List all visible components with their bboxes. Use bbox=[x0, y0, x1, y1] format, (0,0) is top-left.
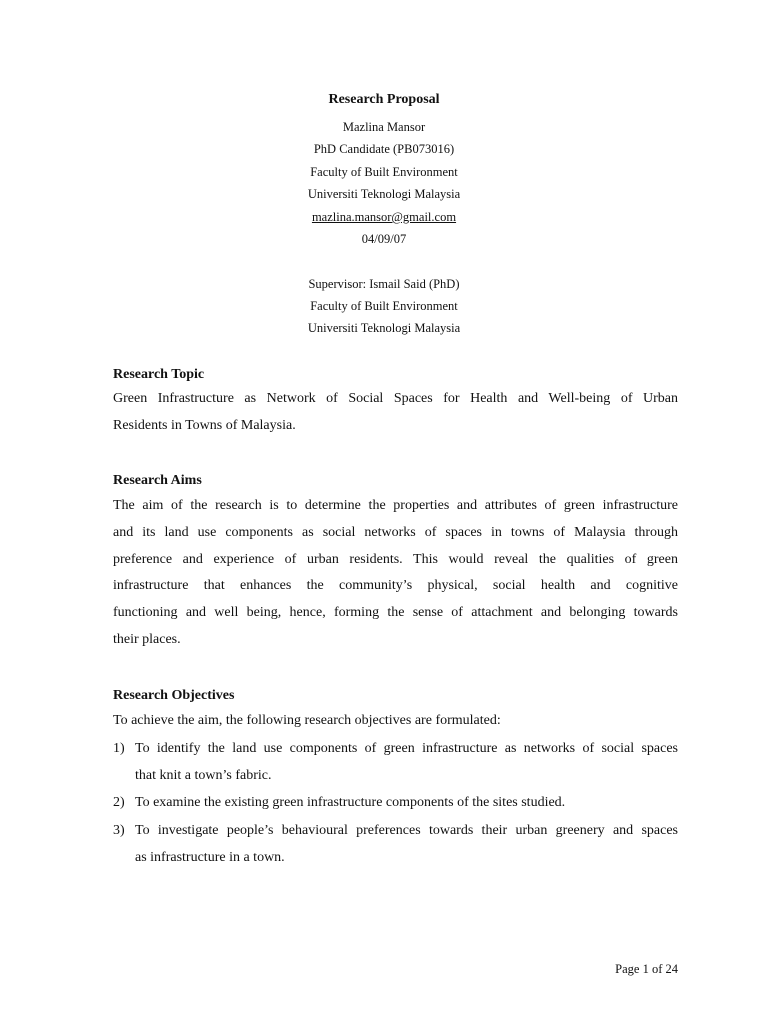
supervisor-name: Supervisor: Ismail Said (PhD) bbox=[308, 277, 460, 291]
author-email-link[interactable]: mazlina.mansor@gmail.com bbox=[311, 210, 457, 224]
list-item-number: 1) bbox=[113, 741, 125, 756]
aims-line: infrastructure that enhances the community’s physical, social health and cognitive bbox=[113, 578, 678, 594]
objectives-list bbox=[113, 735, 678, 871]
topic-line: Residents in Towns of Malaysia. bbox=[113, 417, 296, 433]
aims-paragraph bbox=[113, 493, 678, 654]
aims-line: preference and experience of urban residents. This would reveal the qualities of green bbox=[113, 551, 678, 567]
topic-heading: Research Topic bbox=[113, 367, 205, 382]
aims-line: The aim of the research is to determine the properties and attributes of green infrastructure bbox=[113, 498, 678, 513]
topic-line: Green Infrastructure as Network of Social Spaces for Health and Well-being of Urban bbox=[113, 391, 678, 406]
aims-line: and its land use components as social networks of spaces in towns of Malaysia through bbox=[113, 524, 678, 540]
supervisor-university: Universiti Teknologi Malaysia bbox=[307, 321, 461, 335]
supervisor-faculty: Faculty of Built Environment bbox=[310, 299, 458, 313]
university-name: Universiti Teknologi Malaysia bbox=[307, 187, 461, 201]
page-number: Page 1 of 24 bbox=[615, 962, 678, 976]
author-name: Mazlina Mansor bbox=[342, 120, 426, 134]
document-title: Research Proposal bbox=[328, 92, 440, 107]
topic-paragraph bbox=[113, 386, 678, 440]
objectives-heading: Research Objectives bbox=[113, 688, 235, 703]
list-item-text: that knit a town’s fabric. bbox=[135, 768, 272, 784]
aims-heading: Research Aims bbox=[113, 473, 202, 488]
list-item bbox=[113, 817, 678, 871]
candidate-info: PhD Candidate (PB073016) bbox=[313, 142, 455, 156]
list-item bbox=[113, 735, 678, 789]
list-item-text: To identify the land use components of green infrastructure as networks of social spaces bbox=[135, 741, 678, 756]
list-item bbox=[113, 789, 678, 816]
faculty-name: Faculty of Built Environment bbox=[310, 165, 458, 179]
objectives-intro: To achieve the aim, the following research objectives are formulated: bbox=[113, 713, 501, 728]
list-item-text: To investigate people’s behavioural preferences towards their urban greenery and spaces bbox=[135, 822, 678, 838]
proposal-date: 04/09/07 bbox=[361, 232, 407, 246]
list-item-text: as infrastructure in a town. bbox=[135, 849, 285, 865]
list-item-number: 3) bbox=[113, 822, 125, 838]
list-item-text: To examine the existing green infrastructure components of the sites studied. bbox=[135, 795, 566, 811]
list-item-number: 2) bbox=[113, 795, 125, 811]
aims-line: functioning and well being, hence, forming the sense of attachment and belonging towards bbox=[113, 605, 678, 621]
aims-line: their places. bbox=[113, 631, 181, 647]
